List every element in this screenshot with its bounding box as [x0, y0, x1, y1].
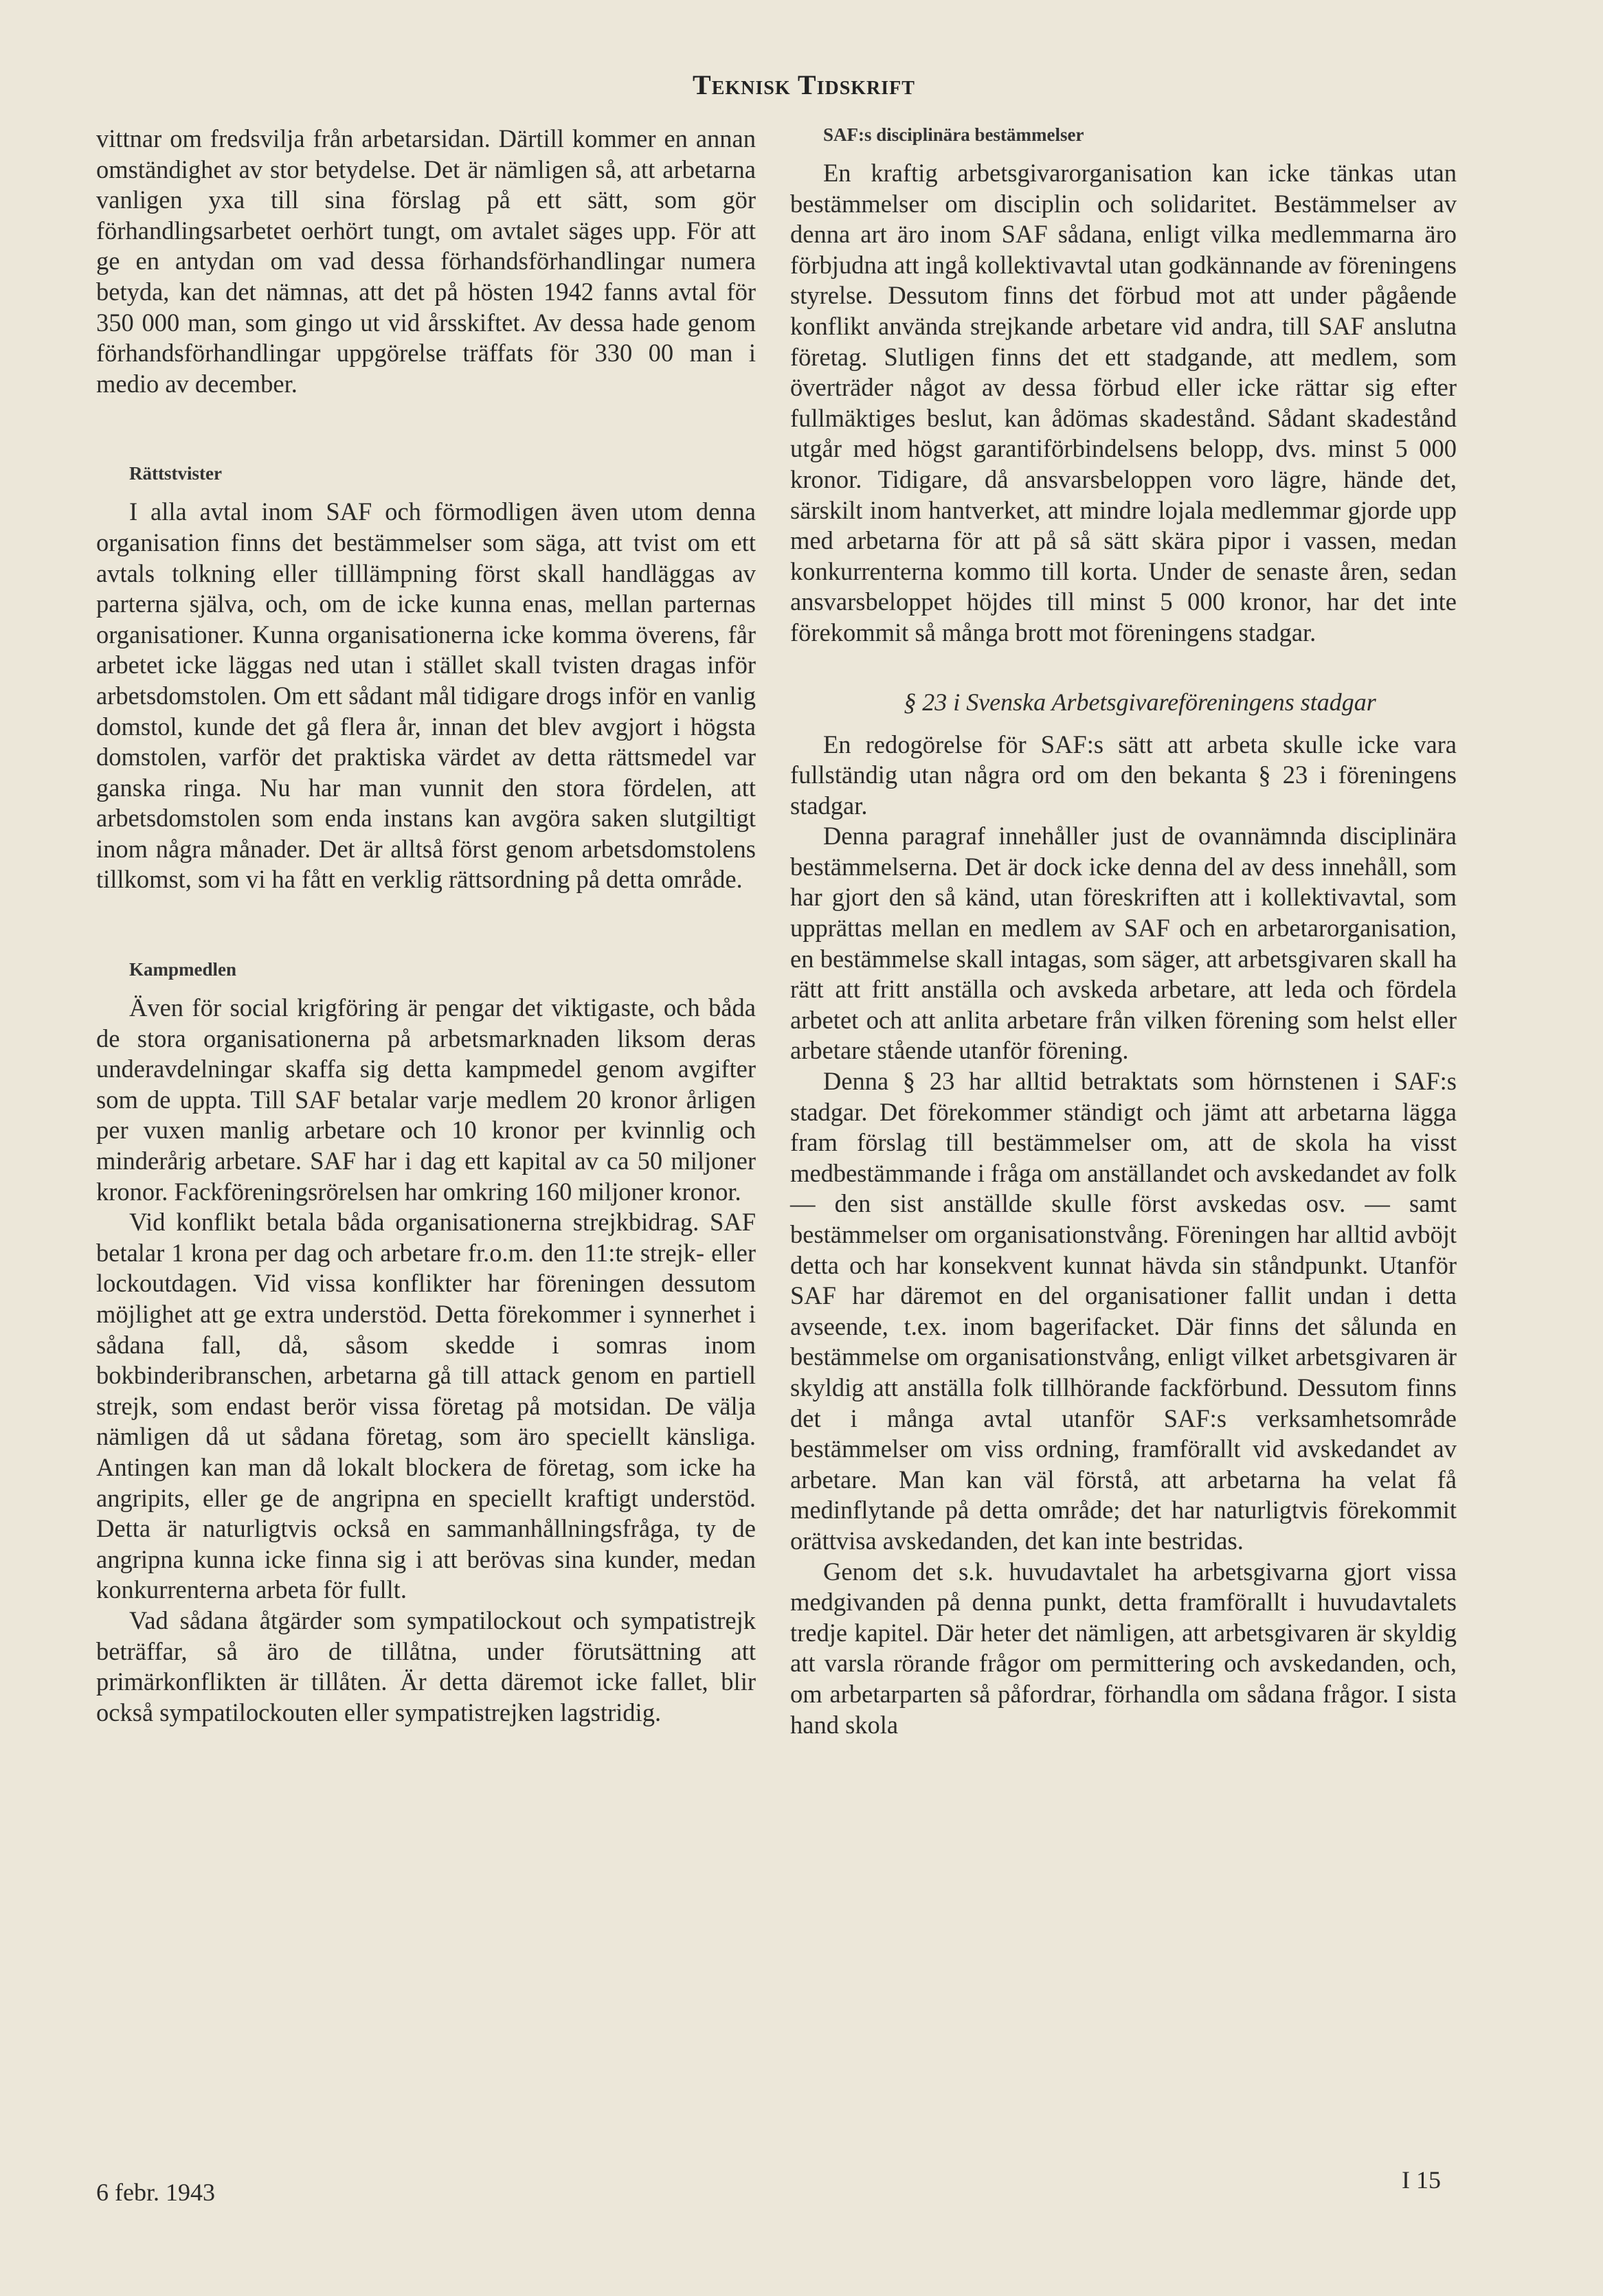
section-heading-paragraf-23: § 23 i Svenska Arbetsgivareföreningens stadgar [904, 688, 1376, 716]
paragraph: I alla avtal inom SAF och förmodligen även utom denna organisation finns det bestämmelser som säga, att tvist om ett avtals tolkning eller tilllämpning först skall handläggas av parterna själva, och, om de icke kunna enas, mellan parternas organisationer. Kunna organisationerna icke komma överens, får arbetet icke läggas ned utan i stället skall tvisten dragas inför arbetsdomstolen. Om ett sådant mål tidigare drogs inför en vanlig domstol, kunde det gå flera år, innan det blev avgjort i högsta domstolen, varför det praktiska värdet av detta rättsmedel var ganska ringa. Nu har man vunnit den stora fördelen, att arbetsdomstolen som enda instans kan avgöra saken slutgiltigt inom några månader. Det är alltså först genom arbetsdomstolens tillkomst, som vi ha fått en verklig rättsordning på detta område. [96, 497, 756, 894]
paragraph: Denna paragraf innehåller just de ovannämnda disciplinära bestämmelserna. Det är dock icke denna del av dess innehåll, som har gjort den så känd, utan föreskriften att i kollektivavtal, som upprättas mellan en medlem av SAF och en arbetarorganisation, en bestämmelse skall intagas, som säger, att arbetsgivaren skall ha rätt att fritt anställa och avskeda arbetare, att leda och fördela arbetet och att anlita arbetare från vilken förening som helst eller arbetare stående utanför förening. [790, 822, 1457, 1065]
section-heading-rattstvister: Rättstvister [129, 463, 222, 484]
paragraph: Denna § 23 har alltid betraktats som hörnstenen i SAF:s stadgar. Det förekommer ständigt och jämt att arbetarna lägga fram förslag till bestämmelser om, att de skola ha visst medbestämmande i fråga om anställandet och avskedandet av folk — den sist anställde skulle först avskedas osv. — samt bestämmelser om organisationstvång. Föreningen har alltid avböjt detta och har konsekvent kunnat hävda sin ståndpunkt. Utanför SAF har däremot en del organisationer fallit undan i detta avseende, t.ex. inom bagerifacket. Där finns det sålunda en bestämmelse om organisationstvång, enligt vilket arbetsgivaren är skyldig att anställa folk tillhörande fackförbund. Dessutom finns det i många avtal utanför SAF:s verksamhetsområde bestämmelser om viss ordning, framförallt vid avskedandet av arbetare. Man kan väl förstå, att arbetarna ha velat få medinflytande på detta område; det har naturligtvis förekommit orättvisa avskedanden, det kan inte bestridas. [790, 1067, 1457, 1555]
section-heading-kampmedlen: Kampmedlen [129, 959, 237, 980]
right-column [790, 124, 1457, 1740]
paragraph: Genom det s.k. huvudavtalet ha arbetsgivarna gjort vissa medgivanden på denna punkt, detta framförallt i huvudavtalets tredje kapitel. Där heter det nämligen, att arbetsgivaren är skyldig att varsla rörande frågor om permittering och avskedanden, och, om arbetarparten så påfordrar, förhandla om sådana frågor. I sista hand skola [790, 1557, 1457, 1739]
section-heading-saf-disciplinara: SAF:s disciplinära bestämmelser [823, 124, 1084, 145]
left-column [96, 124, 756, 1728]
page-number: I 15 [1402, 2166, 1441, 2194]
running-title: Teknisk Tidskrift [693, 69, 915, 100]
paragraph: En kraftig arbetsgivarorganisation kan icke tänkas utan bestämmelser om disciplin och solidaritet. Bestämmelser av denna art äro inom SAF sådana, enligt vilka medlemmarna äro förbjudna att ingå kollektivavtal utan godkännande av föreningens styrelse. Dessutom finns det förbud mot att under pågående konflikt använda strejkande arbetare vid andra, till SAF anslutna företag. Slutligen finns det ett stadgande, att medlem, som överträder något av dessa förbud eller icke rättar sig efter fullmäktiges beslut, kan ådömas skadestånd. Sådant skadestånd utgår med högst garantiförbindelsens belopp, dvs. minst 5 000 kronor. Tidigare, då ansvarsbeloppen voro lägre, hände det, särskilt inom hantverket, att mindre lojala medlemmar gjorde upp med arbetarna för att på så sätt skära pipor i vassen, medan konkurrenterna kommo till korta. Under de senaste åren, sedan ansvarsbeloppet höjdes till minst 5 000 kronor, har det inte förekommit så många brott mot föreningens stadgar. [790, 159, 1457, 646]
issue-date: 6 febr. 1943 [96, 2179, 215, 2206]
paragraph: Vad sådana åtgärder som sympatilockout och sympatistrejk beträffar, så äro de tillåtna, under förutsättning att primärkonflikten är tillåten. Är detta däremot icke fallet, blir också sympatilockouten eller sympatistrejken lagstridig. [96, 1606, 756, 1726]
paragraph: Även för social krigföring är pengar det viktigaste, och båda de stora organisationerna på arbetsmarknaden liksom deras underavdelningar skaffa sig detta kampmedel genom avgifter som de uppta. Till SAF betalar varje medlem 20 kronor årligen per vuxen manlig arbetare och 10 kronor per kvinnlig och minderårig arbetare. SAF har i dag ett kapital av ca 50 miljoner kronor. Fackföreningsrörelsen har omkring 160 miljoner kronor. [96, 993, 756, 1206]
paragraph: vittnar om fredsvilja från arbetarsidan. Därtill kommer en annan omständighet av stor betydelse. Det är nämligen så, att arbetarna vanligen yxa till sina förslag på ett sätt, som gör förhandlingsarbetet oerhört tungt, om avtalet säges upp. För att ge en antydan om vad dessa förhandsförhandlingar numera betyda, kan det nämnas, att det på hösten 1942 fanns avtal för 350 000 man, som gingo ut vid årsskiftet. Av dessa hade genom förhandsförhandlingar uppgörelse träffats för 330 00 man i medio av december. [96, 124, 756, 398]
paragraph: Vid konflikt betala båda organisationerna strejkbidrag. SAF betalar 1 krona per dag och arbetare fr.o.m. den 11:te strejk- eller lockoutdagen. Vid vissa konflikter har föreningen dessutom möjlighet att ge extra understöd. Detta förekommer i synnerhet i sådana fall, då, såsom skedde i somras inom bokbinderibranschen, arbetarna gå till attack genom en partiell strejk, som endast berör vissa företag på motsidan. De välja nämligen då ut sådana företag, som äro speciellt känsliga. Antingen kan man då lokalt blockera de företag, som icke ha angripits, eller ge de angripna en speciellt kraftigt understöd. Detta är naturligtvis också en sammanhållningsfråga, ty de angripna kunna icke finna sig i att berövas sina kunder, medan konkurrenterna arbeta för fullt. [96, 1208, 756, 1604]
paragraph: En redogörelse för SAF:s sätt att arbeta skulle icke vara fullständig utan några ord om den bekanta § 23 i föreningens stadgar. [790, 730, 1457, 820]
